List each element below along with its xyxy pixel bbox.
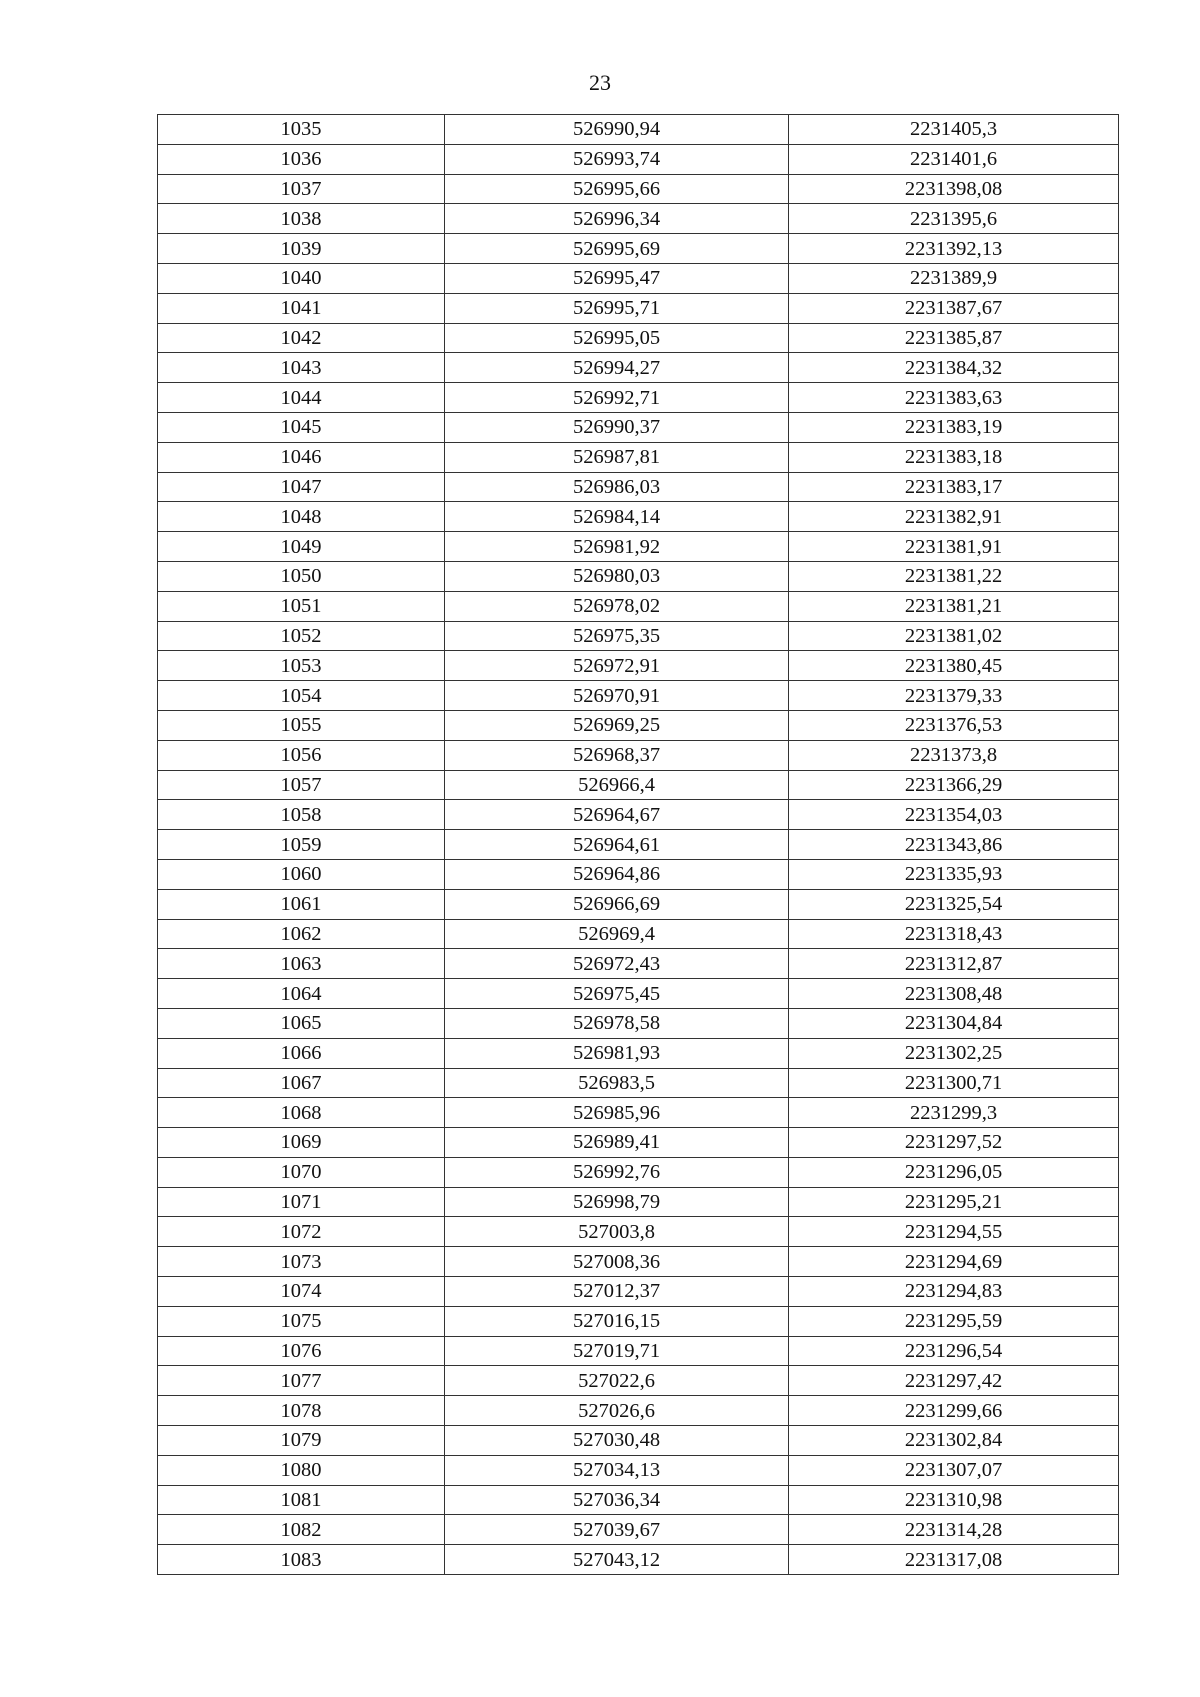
y-coordinate-cell: 2231294,69	[789, 1247, 1119, 1277]
x-coordinate-cell: 526995,66	[445, 174, 789, 204]
table-row	[158, 472, 1119, 502]
x-coordinate-cell: 526969,25	[445, 710, 789, 740]
point-number-cell: 1047	[158, 472, 445, 502]
point-number-cell: 1067	[158, 1068, 445, 1098]
point-number-cell: 1055	[158, 710, 445, 740]
point-number-cell: 1043	[158, 353, 445, 383]
point-number-cell: 1075	[158, 1306, 445, 1336]
y-coordinate-cell: 2231383,19	[789, 412, 1119, 442]
y-coordinate-cell: 2231379,33	[789, 681, 1119, 711]
table-row	[158, 204, 1119, 234]
y-coordinate-cell: 2231392,13	[789, 234, 1119, 264]
table-row	[158, 1485, 1119, 1515]
x-coordinate-cell: 526966,69	[445, 889, 789, 919]
y-coordinate-cell: 2231373,8	[789, 740, 1119, 770]
point-number-cell: 1038	[158, 204, 445, 234]
table-row	[158, 1187, 1119, 1217]
point-number-cell: 1065	[158, 1008, 445, 1038]
y-coordinate-cell: 2231307,07	[789, 1455, 1119, 1485]
coordinate-table	[157, 114, 1119, 1575]
y-coordinate-cell: 2231335,93	[789, 859, 1119, 889]
point-number-cell: 1079	[158, 1426, 445, 1456]
table-row	[158, 561, 1119, 591]
x-coordinate-cell: 526975,45	[445, 979, 789, 1009]
y-coordinate-cell: 2231302,84	[789, 1426, 1119, 1456]
point-number-cell: 1070	[158, 1157, 445, 1187]
point-number-cell: 1044	[158, 383, 445, 413]
x-coordinate-cell: 527030,48	[445, 1426, 789, 1456]
table-row	[158, 1217, 1119, 1247]
y-coordinate-cell: 2231296,54	[789, 1336, 1119, 1366]
point-number-cell: 1080	[158, 1455, 445, 1485]
y-coordinate-cell: 2231354,03	[789, 800, 1119, 830]
point-number-cell: 1072	[158, 1217, 445, 1247]
x-coordinate-cell: 526985,96	[445, 1098, 789, 1128]
y-coordinate-cell: 2231383,18	[789, 442, 1119, 472]
table-row	[158, 1277, 1119, 1307]
point-number-cell: 1062	[158, 919, 445, 949]
table-row	[158, 1396, 1119, 1426]
y-coordinate-cell: 2231297,42	[789, 1366, 1119, 1396]
x-coordinate-cell: 526969,4	[445, 919, 789, 949]
point-number-cell: 1076	[158, 1336, 445, 1366]
y-coordinate-cell: 2231302,25	[789, 1038, 1119, 1068]
point-number-cell: 1073	[158, 1247, 445, 1277]
point-number-cell: 1035	[158, 115, 445, 145]
table-row	[158, 1157, 1119, 1187]
table-row	[158, 115, 1119, 145]
y-coordinate-cell: 2231325,54	[789, 889, 1119, 919]
x-coordinate-cell: 526964,86	[445, 859, 789, 889]
x-coordinate-cell: 526972,91	[445, 651, 789, 681]
x-coordinate-cell: 527016,15	[445, 1306, 789, 1336]
x-coordinate-cell: 527019,71	[445, 1336, 789, 1366]
y-coordinate-cell: 2231381,02	[789, 621, 1119, 651]
x-coordinate-cell: 527026,6	[445, 1396, 789, 1426]
x-coordinate-cell: 526990,94	[445, 115, 789, 145]
point-number-cell: 1058	[158, 800, 445, 830]
table-row	[158, 1098, 1119, 1128]
x-coordinate-cell: 526964,67	[445, 800, 789, 830]
table-row	[158, 1455, 1119, 1485]
x-coordinate-cell: 526983,5	[445, 1068, 789, 1098]
y-coordinate-cell: 2231296,05	[789, 1157, 1119, 1187]
y-coordinate-cell: 2231405,3	[789, 115, 1119, 145]
point-number-cell: 1040	[158, 263, 445, 293]
point-number-cell: 1064	[158, 979, 445, 1009]
point-number-cell: 1069	[158, 1128, 445, 1158]
table-row	[158, 1008, 1119, 1038]
table-row	[158, 919, 1119, 949]
table-row	[158, 1545, 1119, 1575]
x-coordinate-cell: 526981,92	[445, 532, 789, 562]
point-number-cell: 1061	[158, 889, 445, 919]
table-row	[158, 263, 1119, 293]
point-number-cell: 1057	[158, 770, 445, 800]
page-number: 23	[589, 70, 611, 95]
x-coordinate-cell: 526996,34	[445, 204, 789, 234]
point-number-cell: 1054	[158, 681, 445, 711]
x-coordinate-cell: 526964,61	[445, 830, 789, 860]
table-row	[158, 174, 1119, 204]
table-row	[158, 502, 1119, 532]
x-coordinate-cell: 527043,12	[445, 1545, 789, 1575]
y-coordinate-cell: 2231312,87	[789, 949, 1119, 979]
x-coordinate-cell: 527039,67	[445, 1515, 789, 1545]
x-coordinate-cell: 526972,43	[445, 949, 789, 979]
point-number-cell: 1082	[158, 1515, 445, 1545]
x-coordinate-cell: 526975,35	[445, 621, 789, 651]
point-number-cell: 1071	[158, 1187, 445, 1217]
table-row	[158, 1336, 1119, 1366]
table-row	[158, 1515, 1119, 1545]
x-coordinate-cell: 526970,91	[445, 681, 789, 711]
x-coordinate-cell: 526995,05	[445, 323, 789, 353]
x-coordinate-cell: 526989,41	[445, 1128, 789, 1158]
point-number-cell: 1083	[158, 1545, 445, 1575]
point-number-cell: 1046	[158, 442, 445, 472]
y-coordinate-cell: 2231295,21	[789, 1187, 1119, 1217]
table-row	[158, 621, 1119, 651]
point-number-cell: 1052	[158, 621, 445, 651]
point-number-cell: 1050	[158, 561, 445, 591]
point-number-cell: 1041	[158, 293, 445, 323]
y-coordinate-cell: 2231299,66	[789, 1396, 1119, 1426]
table-row	[158, 532, 1119, 562]
point-number-cell: 1037	[158, 174, 445, 204]
point-number-cell: 1059	[158, 830, 445, 860]
y-coordinate-cell: 2231376,53	[789, 710, 1119, 740]
table-row	[158, 1426, 1119, 1456]
y-coordinate-cell: 2231343,86	[789, 830, 1119, 860]
point-number-cell: 1056	[158, 740, 445, 770]
x-coordinate-cell: 526995,47	[445, 263, 789, 293]
y-coordinate-cell: 2231314,28	[789, 1515, 1119, 1545]
y-coordinate-cell: 2231381,21	[789, 591, 1119, 621]
point-number-cell: 1063	[158, 949, 445, 979]
x-coordinate-cell: 527008,36	[445, 1247, 789, 1277]
y-coordinate-cell: 2231387,67	[789, 293, 1119, 323]
y-coordinate-cell: 2231384,32	[789, 353, 1119, 383]
table-row	[158, 234, 1119, 264]
table-row	[158, 949, 1119, 979]
x-coordinate-cell: 526993,74	[445, 144, 789, 174]
x-coordinate-cell: 526981,93	[445, 1038, 789, 1068]
point-number-cell: 1042	[158, 323, 445, 353]
y-coordinate-cell: 2231398,08	[789, 174, 1119, 204]
point-number-cell: 1048	[158, 502, 445, 532]
table-row	[158, 651, 1119, 681]
y-coordinate-cell: 2231297,52	[789, 1128, 1119, 1158]
point-number-cell: 1060	[158, 859, 445, 889]
y-coordinate-cell: 2231385,87	[789, 323, 1119, 353]
x-coordinate-cell: 526987,81	[445, 442, 789, 472]
table-row	[158, 591, 1119, 621]
y-coordinate-cell: 2231299,3	[789, 1098, 1119, 1128]
y-coordinate-cell: 2231383,17	[789, 472, 1119, 502]
table-row	[158, 770, 1119, 800]
point-number-cell: 1053	[158, 651, 445, 681]
table-row	[158, 1306, 1119, 1336]
table-row	[158, 889, 1119, 919]
y-coordinate-cell: 2231304,84	[789, 1008, 1119, 1038]
table-row	[158, 1247, 1119, 1277]
table-row	[158, 830, 1119, 860]
x-coordinate-cell: 526995,71	[445, 293, 789, 323]
x-coordinate-cell: 526990,37	[445, 412, 789, 442]
y-coordinate-cell: 2231300,71	[789, 1068, 1119, 1098]
x-coordinate-cell: 527022,6	[445, 1366, 789, 1396]
point-number-cell: 1081	[158, 1485, 445, 1515]
x-coordinate-cell: 526994,27	[445, 353, 789, 383]
x-coordinate-cell: 526998,79	[445, 1187, 789, 1217]
y-coordinate-cell: 2231318,43	[789, 919, 1119, 949]
y-coordinate-cell: 2231381,22	[789, 561, 1119, 591]
y-coordinate-cell: 2231310,98	[789, 1485, 1119, 1515]
y-coordinate-cell: 2231382,91	[789, 502, 1119, 532]
y-coordinate-cell: 2231295,59	[789, 1306, 1119, 1336]
point-number-cell: 1036	[158, 144, 445, 174]
y-coordinate-cell: 2231389,9	[789, 263, 1119, 293]
x-coordinate-cell: 527012,37	[445, 1277, 789, 1307]
point-number-cell: 1049	[158, 532, 445, 562]
point-number-cell: 1051	[158, 591, 445, 621]
table-row	[158, 1038, 1119, 1068]
table-row	[158, 144, 1119, 174]
table-row	[158, 859, 1119, 889]
table-row	[158, 1366, 1119, 1396]
point-number-cell: 1074	[158, 1277, 445, 1307]
table-row	[158, 293, 1119, 323]
y-coordinate-cell: 2231294,83	[789, 1277, 1119, 1307]
table-row	[158, 1068, 1119, 1098]
x-coordinate-cell: 526984,14	[445, 502, 789, 532]
point-number-cell: 1077	[158, 1366, 445, 1396]
table-row	[158, 681, 1119, 711]
x-coordinate-cell: 527003,8	[445, 1217, 789, 1247]
x-coordinate-cell: 526978,02	[445, 591, 789, 621]
y-coordinate-cell: 2231381,91	[789, 532, 1119, 562]
x-coordinate-cell: 526966,4	[445, 770, 789, 800]
y-coordinate-cell: 2231395,6	[789, 204, 1119, 234]
table-row	[158, 710, 1119, 740]
x-coordinate-cell: 526968,37	[445, 740, 789, 770]
table-row	[158, 412, 1119, 442]
x-coordinate-cell: 526980,03	[445, 561, 789, 591]
table-row	[158, 740, 1119, 770]
table-row	[158, 800, 1119, 830]
x-coordinate-cell: 526986,03	[445, 472, 789, 502]
table-row	[158, 353, 1119, 383]
y-coordinate-cell: 2231383,63	[789, 383, 1119, 413]
point-number-cell: 1045	[158, 412, 445, 442]
y-coordinate-cell: 2231308,48	[789, 979, 1119, 1009]
point-number-cell: 1039	[158, 234, 445, 264]
y-coordinate-cell: 2231294,55	[789, 1217, 1119, 1247]
x-coordinate-cell: 527034,13	[445, 1455, 789, 1485]
x-coordinate-cell: 526978,58	[445, 1008, 789, 1038]
table-row	[158, 323, 1119, 353]
x-coordinate-cell: 526995,69	[445, 234, 789, 264]
x-coordinate-cell: 526992,76	[445, 1157, 789, 1187]
y-coordinate-cell: 2231380,45	[789, 651, 1119, 681]
x-coordinate-cell: 527036,34	[445, 1485, 789, 1515]
point-number-cell: 1068	[158, 1098, 445, 1128]
coordinate-table-body	[158, 115, 1119, 1575]
point-number-cell: 1066	[158, 1038, 445, 1068]
table-row	[158, 383, 1119, 413]
y-coordinate-cell: 2231317,08	[789, 1545, 1119, 1575]
table-row	[158, 979, 1119, 1009]
point-number-cell: 1078	[158, 1396, 445, 1426]
y-coordinate-cell: 2231401,6	[789, 144, 1119, 174]
y-coordinate-cell: 2231366,29	[789, 770, 1119, 800]
x-coordinate-cell: 526992,71	[445, 383, 789, 413]
table-row	[158, 442, 1119, 472]
table-row	[158, 1128, 1119, 1158]
